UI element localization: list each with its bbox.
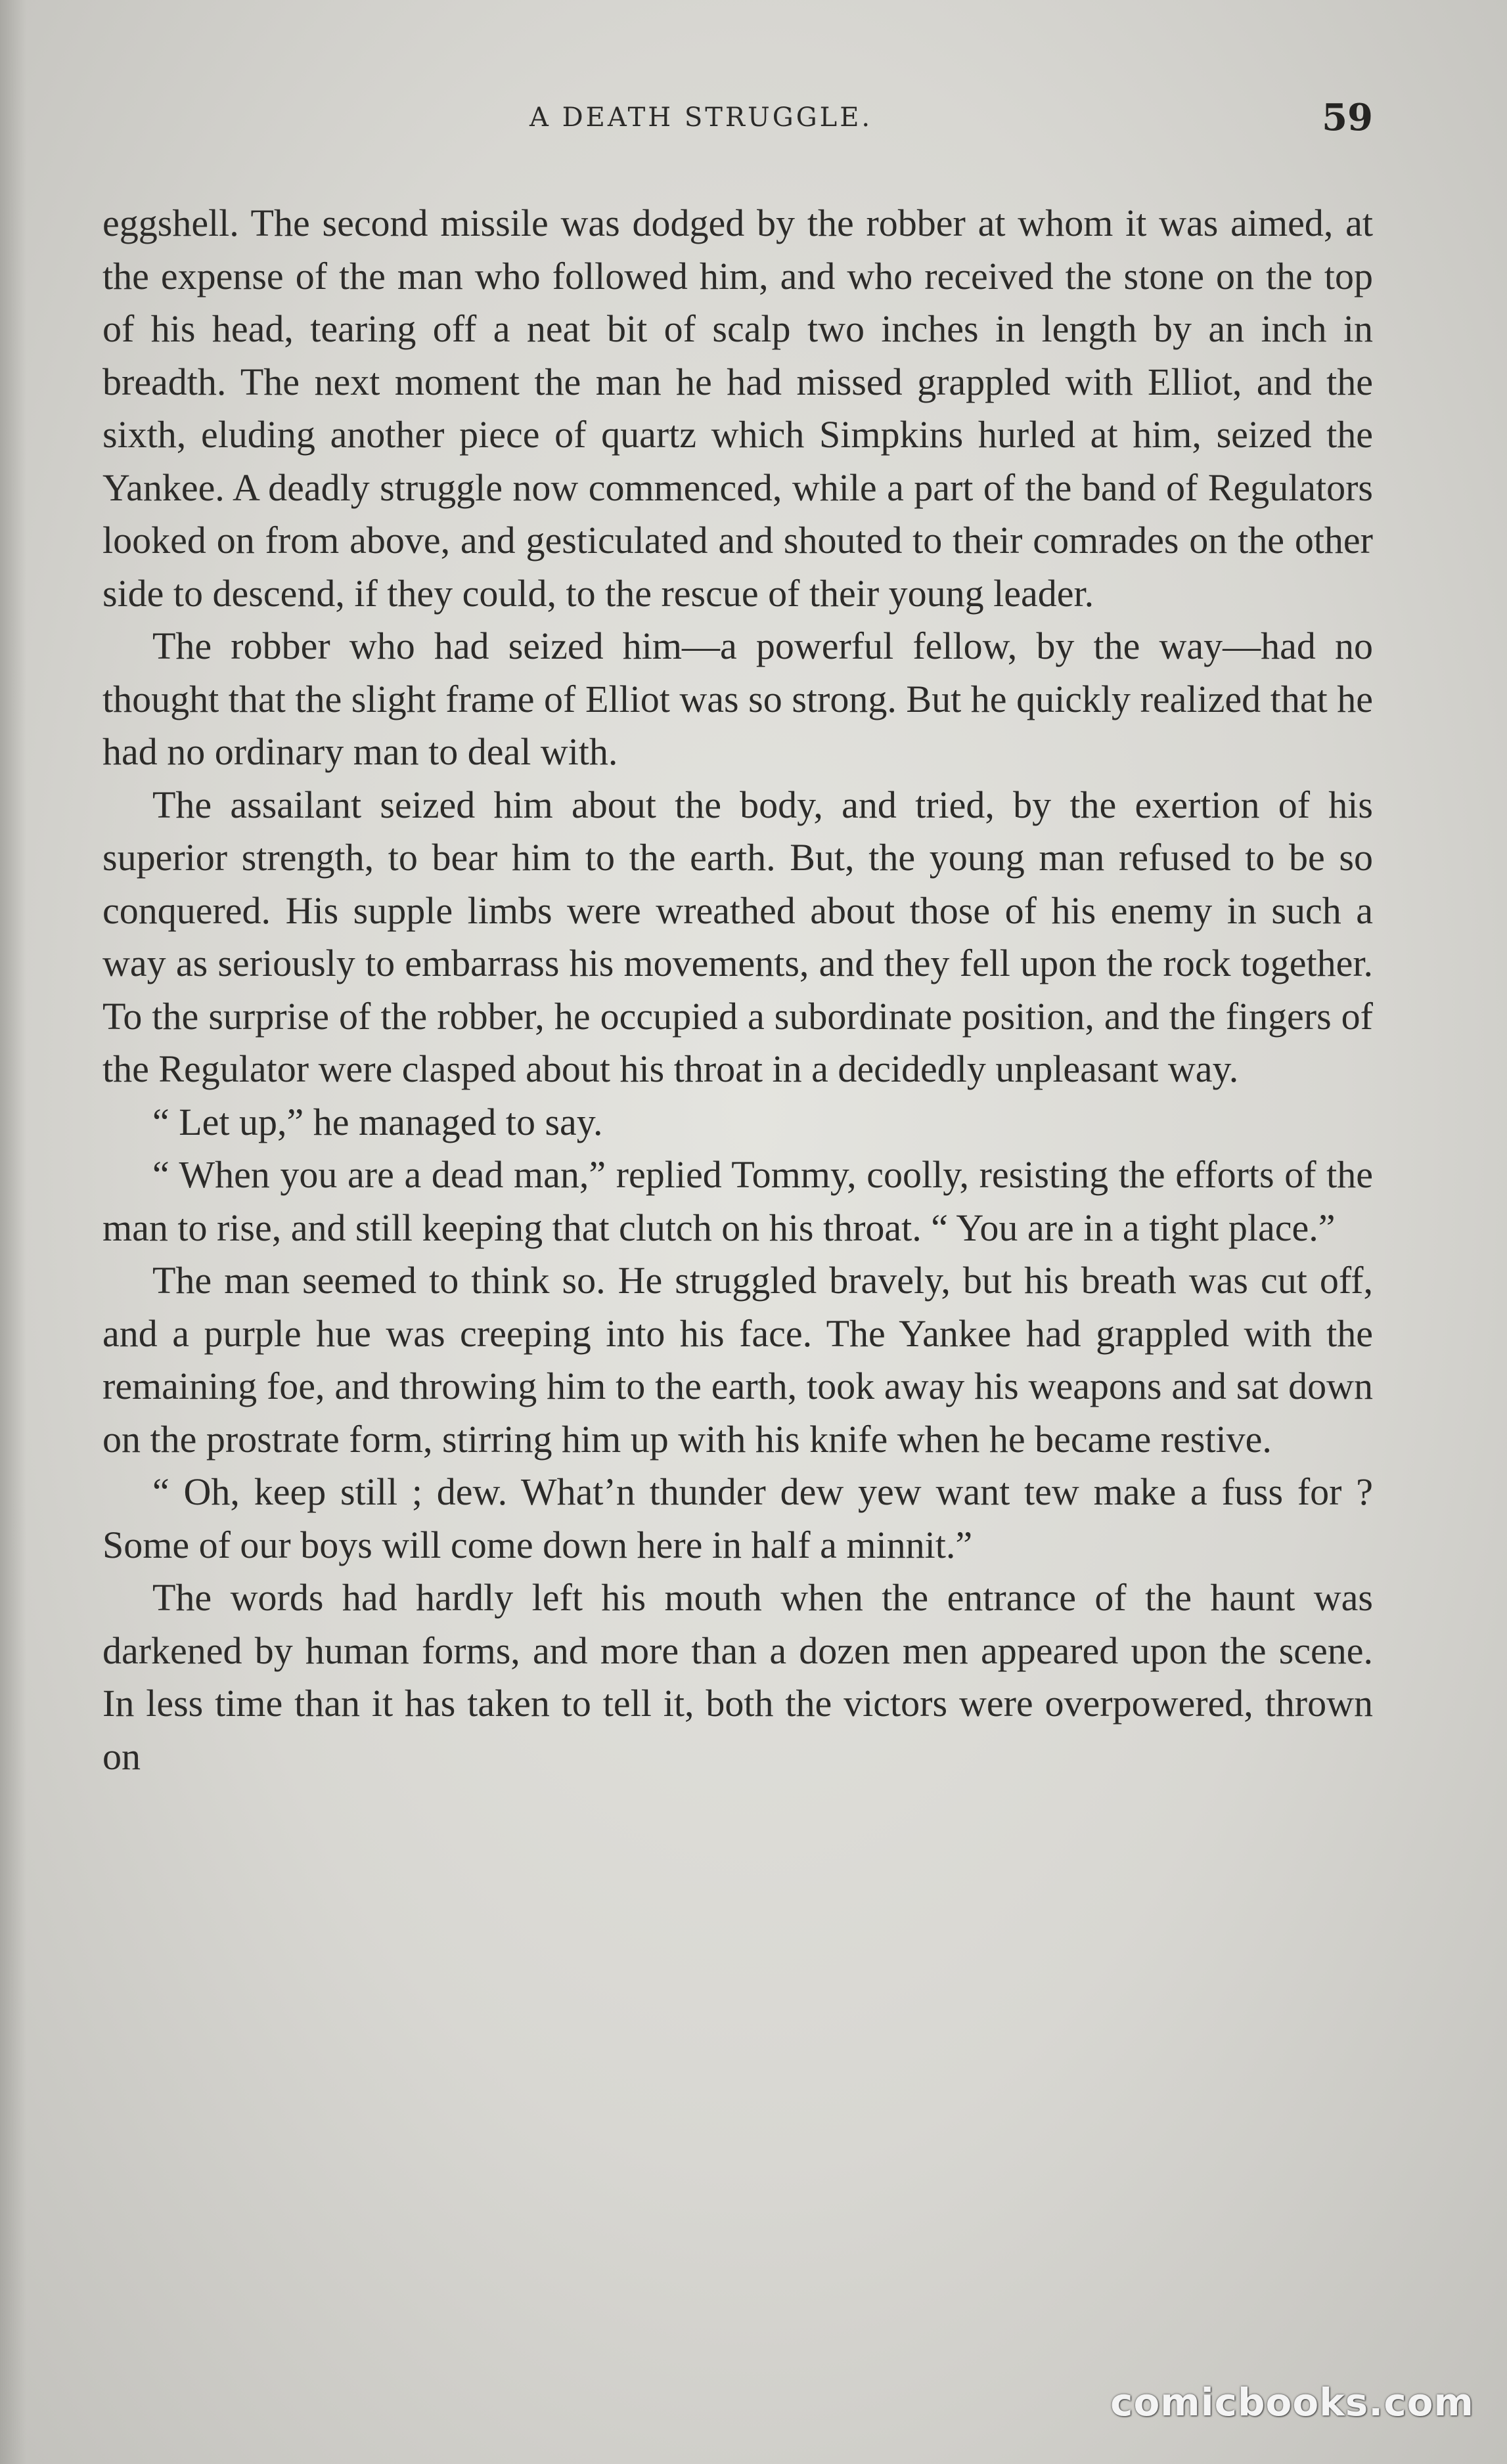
page-header — [102, 96, 1373, 158]
watermark: comicbooks.com — [1110, 2380, 1474, 2425]
paragraph: The words had hardly left his mouth when the entrance of the haunt was darkened by human forms, and more than a dozen men appeared upon the scene. In less time than it has taken to tell it, both the victors were overpowered, thrown on — [102, 1576, 1373, 1778]
body-text — [102, 197, 1373, 1783]
paragraph: The man seemed to think so. He struggled bravely, but his breath was cut off, and a purple hue was creeping into his face. The Yankee had grappled with the remaining foe, and throwing him to the earth, took away his weapons and sat down on the prostrate form, stirring him up with his knife when he became restive. — [102, 1259, 1373, 1461]
paragraph: The assailant seized him about the body, and tried, by the exertion of his superior strength, to bear him to the earth. But, the young man refused to be so conquered. His supple limbs were wreathed about those of his enemy in such a way as seriously to embarrass his movements, and they fell upon the rock together. To the surprise of the robber, he occupied a subordinate position, and the fingers of the Regulator were clasped about his throat in a decidedly unpleasant way. — [102, 783, 1373, 1090]
paragraph: eggshell. The second missile was dodged by the robber at whom it was aimed, at the expense of the man who followed him, and who received the stone on the top of his head, tearing off a neat bit of scalp two inches in length by an inch in breadth. The next moment the man he had missed grappled with Elliot, and the sixth, eluding another piece of quartz which Simpkins hurled at him, seized the Yankee. A deadly struggle now commenced, while a part of the band of Regulators looked on from above, and gesticulated and shouted to their comrades on the other side to descend, if they could, to the rescue of their young leader. — [102, 202, 1373, 615]
paragraph: The robber who had seized him—a powerful fellow, by the way—had no thought that the slight frame of Elliot was so strong. But he quickly realized that he had no ordinary man to deal with. — [102, 625, 1373, 773]
paragraph: “ Let up,” he managed to say. — [152, 1100, 603, 1143]
page-edge-shadow — [0, 0, 26, 2464]
running-head: A DEATH STRUGGLE. — [529, 102, 873, 133]
paragraph: “ Oh, keep still ; dew. What’n thunder dew yew want tew make a fuss for ? Some of our boys will come down here in half a minnit.” — [102, 1470, 1373, 1566]
page-number: 59 — [1322, 96, 1373, 139]
paragraph: “ When you are a dead man,” replied Tommy, coolly, resisting the efforts of the man to rise, and still keeping that clutch on his throat. “ You are in a tight place.” — [102, 1153, 1373, 1249]
